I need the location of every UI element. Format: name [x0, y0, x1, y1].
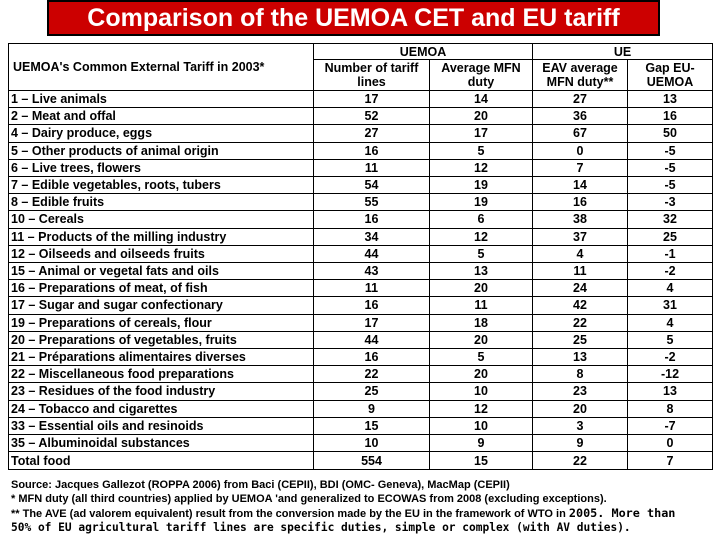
average-mfn-cell: 11 [430, 297, 533, 314]
row-label: 35 – Albuminoidal substances [9, 435, 314, 452]
total-tariff-lines: 554 [314, 452, 430, 470]
gap-cell: -3 [628, 194, 713, 211]
table-row [9, 366, 713, 383]
average-mfn-cell: 20 [430, 108, 533, 125]
footnotes [11, 478, 711, 535]
eav-average-cell: 42 [533, 297, 628, 314]
eav-average-cell: 23 [533, 383, 628, 400]
tariff-lines-cell: 54 [314, 177, 430, 194]
gap-header: Gap EU-UEMOA [628, 60, 713, 91]
tariff-comparison-table [8, 43, 713, 470]
table-row [9, 228, 713, 245]
gap-cell: 32 [628, 211, 713, 228]
gap-cell: -7 [628, 417, 713, 434]
uemoa-group-header: UEMOA [314, 44, 533, 60]
table-row [9, 194, 713, 211]
eav-average-cell: 38 [533, 211, 628, 228]
gap-cell: 50 [628, 125, 713, 142]
eav-average-cell: 9 [533, 435, 628, 452]
average-mfn-cell: 6 [430, 211, 533, 228]
row-label: 24 – Tobacco and cigarettes [9, 400, 314, 417]
tariff-lines-cell: 9 [314, 400, 430, 417]
table-row [9, 400, 713, 417]
tariff-lines-cell: 17 [314, 91, 430, 108]
eav-average-cell: 36 [533, 108, 628, 125]
eav-average-cell: 4 [533, 245, 628, 262]
eav-average-cell: 22 [533, 314, 628, 331]
average-mfn-header: Average MFN duty [430, 60, 533, 91]
tariff-lines-cell: 44 [314, 331, 430, 348]
table-row [9, 159, 713, 176]
ave-footnote-year: 2005. More than [568, 506, 676, 520]
row-label: 8 – Edible fruits [9, 194, 314, 211]
gap-cell: 13 [628, 91, 713, 108]
gap-cell: 8 [628, 400, 713, 417]
table-body [9, 91, 713, 470]
gap-cell: -5 [628, 142, 713, 159]
total-label: Total food [9, 452, 314, 470]
table-row [9, 435, 713, 452]
row-label: 33 – Essential oils and resinoids [9, 417, 314, 434]
gap-cell: 13 [628, 383, 713, 400]
average-mfn-cell: 12 [430, 400, 533, 417]
eav-average-cell: 3 [533, 417, 628, 434]
gap-cell: 25 [628, 228, 713, 245]
tariff-lines-cell: 11 [314, 159, 430, 176]
tariff-lines-cell: 16 [314, 297, 430, 314]
eav-average-cell: 20 [533, 400, 628, 417]
average-mfn-cell: 5 [430, 349, 533, 366]
average-mfn-cell: 5 [430, 142, 533, 159]
table-row [9, 245, 713, 262]
slide-title: Comparison of the UEMOA CET and EU tariff [47, 0, 660, 36]
gap-cell: -5 [628, 177, 713, 194]
average-mfn-cell: 10 [430, 383, 533, 400]
average-mfn-cell: 5 [430, 245, 533, 262]
gap-cell: -1 [628, 245, 713, 262]
row-label: 21 – Préparations alimentaires diverses [9, 349, 314, 366]
main-column-header: UEMOA's Common External Tariff in 2003* [9, 44, 314, 91]
eav-average-cell: 24 [533, 280, 628, 297]
table-row [9, 297, 713, 314]
tariff-lines-cell: 34 [314, 228, 430, 245]
average-mfn-cell: 17 [430, 125, 533, 142]
table-total-row [9, 452, 713, 470]
mfn-footnote: * MFN duty (all third countries) applied by UEMOA 'and generalized to ECOWAS from 2008 (excluding exceptions). [11, 493, 607, 505]
total-eav-average: 22 [533, 452, 628, 470]
average-mfn-cell: 20 [430, 366, 533, 383]
eav-average-cell: 13 [533, 349, 628, 366]
average-mfn-cell: 14 [430, 91, 533, 108]
tariff-lines-cell: 43 [314, 263, 430, 280]
ave-footnote [11, 506, 711, 521]
row-label: 11 – Products of the milling industry [9, 228, 314, 245]
tariff-lines-cell: 10 [314, 435, 430, 452]
total-average-mfn: 15 [430, 452, 533, 470]
average-mfn-cell: 12 [430, 159, 533, 176]
table-row [9, 125, 713, 142]
gap-cell: 31 [628, 297, 713, 314]
eav-average-cell: 37 [533, 228, 628, 245]
tariff-lines-cell: 44 [314, 245, 430, 262]
row-label: 2 – Meat and offal [9, 108, 314, 125]
tariff-lines-cell: 11 [314, 280, 430, 297]
tariff-table-container [8, 43, 712, 470]
row-label: 16 – Preparations of meat, of fish [9, 280, 314, 297]
tariff-lines-cell: 22 [314, 366, 430, 383]
eav-average-header: EAV average MFN duty** [533, 60, 628, 91]
row-label: 1 – Live animals [9, 91, 314, 108]
eav-average-cell: 8 [533, 366, 628, 383]
average-mfn-cell: 19 [430, 177, 533, 194]
total-gap: 7 [628, 452, 713, 470]
row-label: 12 – Oilseeds and oilseeds fruits [9, 245, 314, 262]
average-mfn-cell: 20 [430, 280, 533, 297]
row-label: 4 – Dairy produce, eggs [9, 125, 314, 142]
table-row [9, 108, 713, 125]
eav-average-cell: 7 [533, 159, 628, 176]
table-row [9, 349, 713, 366]
tariff-lines-cell: 55 [314, 194, 430, 211]
eav-average-cell: 14 [533, 177, 628, 194]
gap-cell: 16 [628, 108, 713, 125]
tariff-lines-cell: 27 [314, 125, 430, 142]
ue-group-header: UE [533, 44, 713, 60]
eav-average-cell: 16 [533, 194, 628, 211]
eav-average-cell: 11 [533, 263, 628, 280]
tariff-lines-cell: 16 [314, 142, 430, 159]
tariff-lines-header: Number of tariff lines [314, 60, 430, 91]
gap-cell: -2 [628, 349, 713, 366]
row-label: 17 – Sugar and sugar confectionary [9, 297, 314, 314]
specific-duties-note: 50% of EU agricultural tariff lines are specific duties, simple or complex (with AV duties). [11, 521, 631, 534]
average-mfn-cell: 13 [430, 263, 533, 280]
average-mfn-cell: 18 [430, 314, 533, 331]
table-group-header-row [9, 44, 713, 60]
table-row [9, 91, 713, 108]
table-row [9, 383, 713, 400]
eav-average-cell: 27 [533, 91, 628, 108]
table-row [9, 331, 713, 348]
row-label: 15 – Animal or vegetal fats and oils [9, 263, 314, 280]
row-label: 20 – Preparations of vegetables, fruits [9, 331, 314, 348]
table-row [9, 263, 713, 280]
row-label: 23 – Residues of the food industry [9, 383, 314, 400]
row-label: 10 – Cereals [9, 211, 314, 228]
average-mfn-cell: 12 [430, 228, 533, 245]
gap-cell: 4 [628, 314, 713, 331]
row-label: 5 – Other products of animal origin [9, 142, 314, 159]
gap-cell: 0 [628, 435, 713, 452]
tariff-lines-cell: 17 [314, 314, 430, 331]
eav-average-cell: 0 [533, 142, 628, 159]
tariff-lines-cell: 16 [314, 211, 430, 228]
average-mfn-cell: 10 [430, 417, 533, 434]
gap-cell: -2 [628, 263, 713, 280]
eav-average-cell: 67 [533, 125, 628, 142]
eav-average-cell: 25 [533, 331, 628, 348]
ave-footnote-text: ** The AVE (ad valorem equivalent) result from the conversion made by the EU in the framework of WTO in [11, 508, 566, 520]
gap-cell: -5 [628, 159, 713, 176]
row-label: 22 – Miscellaneous food preparations [9, 366, 314, 383]
table-row [9, 417, 713, 434]
tariff-lines-cell: 25 [314, 383, 430, 400]
table-row [9, 314, 713, 331]
average-mfn-cell: 20 [430, 331, 533, 348]
tariff-lines-cell: 15 [314, 417, 430, 434]
table-row [9, 142, 713, 159]
average-mfn-cell: 19 [430, 194, 533, 211]
source-note: Source: Jacques Gallezot (ROPPA 2006) from Baci (CEPII), BDI (OMC- Geneva), MacMap (CEPII) [11, 479, 510, 491]
average-mfn-cell: 9 [430, 435, 533, 452]
table-row [9, 177, 713, 194]
tariff-lines-cell: 16 [314, 349, 430, 366]
table-row [9, 280, 713, 297]
tariff-lines-cell: 52 [314, 108, 430, 125]
gap-cell: 4 [628, 280, 713, 297]
row-label: 6 – Live trees, flowers [9, 159, 314, 176]
row-label: 19 – Preparations of cereals, flour [9, 314, 314, 331]
gap-cell: -12 [628, 366, 713, 383]
table-row [9, 211, 713, 228]
gap-cell: 5 [628, 331, 713, 348]
row-label: 7 – Edible vegetables, roots, tubers [9, 177, 314, 194]
